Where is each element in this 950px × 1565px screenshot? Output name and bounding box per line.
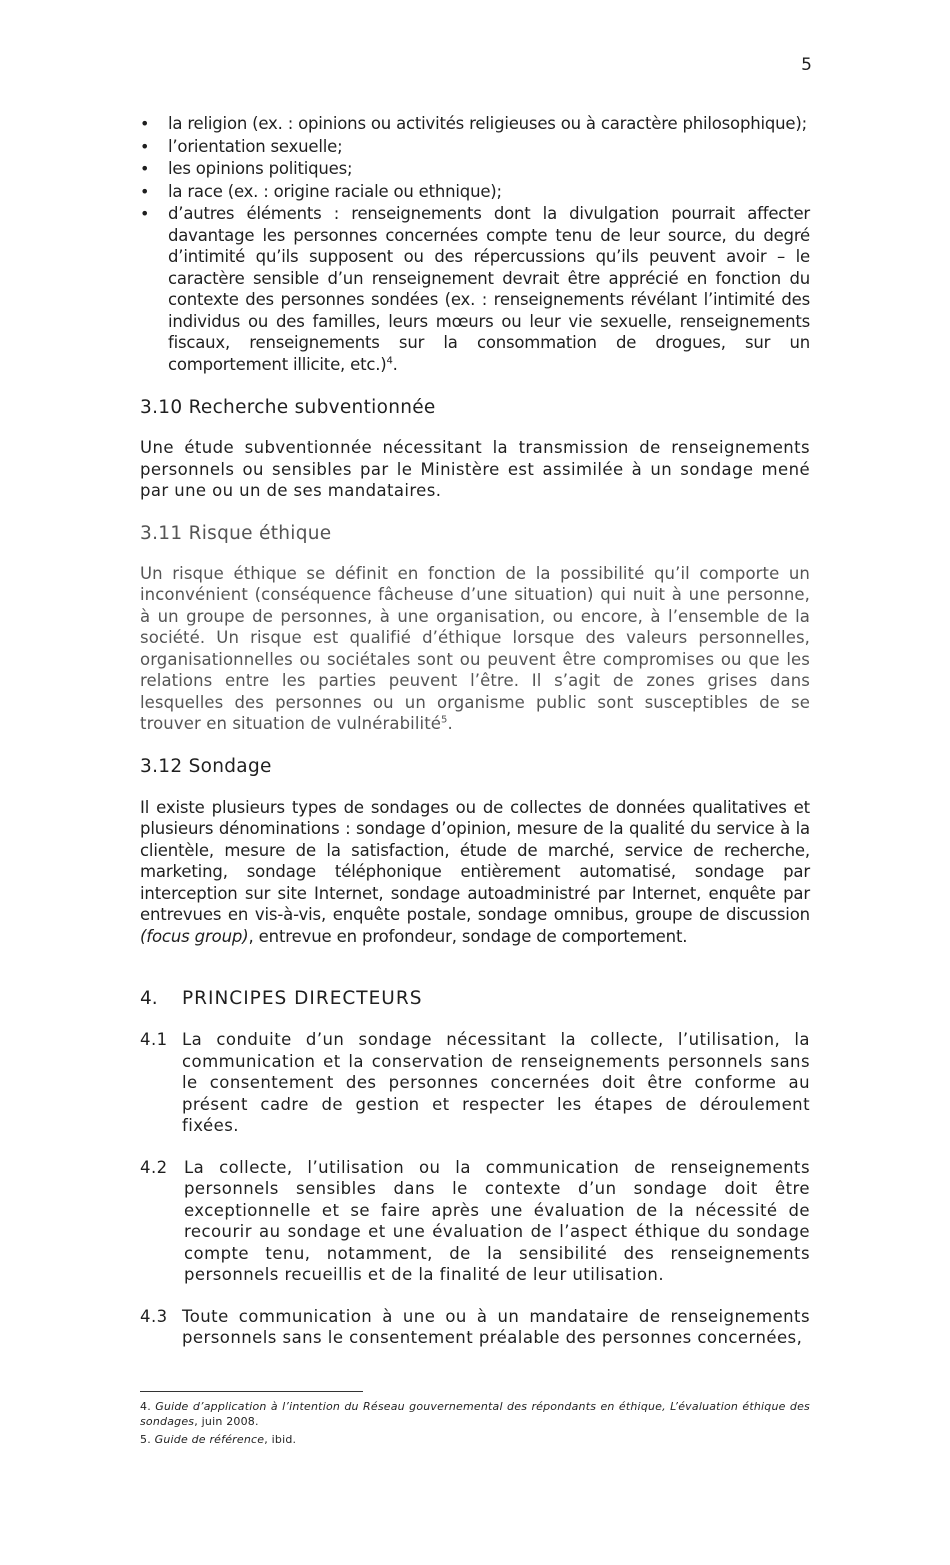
page-number: 5 <box>801 55 812 75</box>
list-item: • la religion (ex. : opinions ou activités religieuses ou à caractère philosophique); <box>140 113 810 135</box>
footnote-ref[interactable]: 5 <box>441 714 448 726</box>
section-title-3-12: 3.12 Sondage <box>140 755 272 777</box>
sensitive-info-list <box>140 113 810 375</box>
principle-item: 4.2 La collecte, l’utilisation ou la communication de renseignements personnels sensibles dans le contexte d’un sondage doit être exceptionnelle et se faire après une évaluation de la nécessité de recourir au sondage et une évaluation de l’aspect éthique du sondage compte tenu, notamment, de la sensibilité des renseignements personnels recueillis et de la finalité de leur utilisation. <box>140 1157 810 1284</box>
section-body-3-10: Une étude subventionnée nécessitant la transmission de renseignements personnels ou sensibles par le Ministère est assimilée à un sondage mené par une ou un de ses mandataires. <box>140 438 810 500</box>
section-title-4: 4. PRINCIPES DIRECTEURS <box>140 988 423 1009</box>
footnote-4: 4. Guide d’application à l’intention du Réseau gouvernemental des répondants en éthique, L’évaluation éthique des sondages, juin 2008. <box>140 1400 810 1428</box>
page-content <box>140 113 810 1349</box>
section-title-3-11: 3.11 Risque éthique <box>140 522 332 544</box>
section-title-3-10: 3.10 Recherche subventionnée <box>140 397 436 418</box>
list-item: • les opinions politiques; <box>140 158 810 180</box>
list-item: • la race (ex. : origine raciale ou ethnique); <box>140 181 810 203</box>
footnotes <box>140 1400 810 1452</box>
list-item: • l’orientation sexuelle; <box>140 136 810 158</box>
section-body-3-12: Il existe plusieurs types de sondages ou de collectes de données qualitatives et plusieurs dénominations : sondage d’opinion, mesure de la qualité du service à la clientèle, mesure de la satisfaction, étude de marché, service de recherche, marketing, sondage téléphonique entièrement automatisé, sondage par interception sur site Internet, sondage autoadministré par Internet, enquête par entrevues en vis-à-vis, enquête postale, sondage omnibus, groupe de discussion (focus group), entrevue en profondeur, sondage de comportement. <box>140 797 810 946</box>
section-body-3-11: Un risque éthique se définit en fonction de la possibilité qu’il comporte un inconvénient (conséquence fâcheuse d’une situation) qui nuit à une personne, à un groupe de personnes, à une organisation, ou encore, à l’ensemble de la société. Un risque est qualifié d’éthique lorsque des valeurs personnelles, organisationnelles ou sociétales sont ou peuvent être compromises ou que les relations entre les parties peuvent l’être. Il s’agit de zones grises dans lesquelles des personnes ou un organisme public sont susceptibles de se trouver en situation de vulnérabilité$^5$. <box>140 563 810 733</box>
footnote-divider <box>140 1391 363 1392</box>
principle-item: 4.1 La conduite d’un sondage nécessitant la collecte, l’utilisation, la communication et la conservation de renseignements personnels sans le consentement des personnes concernées doit être conforme au présent cadre de gestion et respecter les étapes de déroulement fixées. <box>140 1030 810 1135</box>
footnote-ref[interactable]: 4 <box>386 355 393 366</box>
footnote-5: 5. Guide de référence, ibid. <box>140 1433 297 1446</box>
principle-item: 4.3 Toute communication à une ou à un mandataire de renseignements personnels sans le consentement préalable des personnes concernées, <box>140 1306 810 1347</box>
list-item: • d’autres éléments : renseignements dont la divulgation pourrait affecter davantage les personnes concernées compte tenu de leur source, du degré d’intimité qu’ils supposent ou des répercussions qu’ils peuvent avoir – le caractère sensible d’un renseignement devrait être apprécié en fonction du contexte des personnes sondées (ex. : renseignements révélant l’intimité des individus ou des familles, leurs mœurs ou leur vie sexuelle, renseignements fiscaux, renseignements sur la consommation de drogues, sur un comportement illicite, etc.)$^4$. <box>140 203 810 375</box>
